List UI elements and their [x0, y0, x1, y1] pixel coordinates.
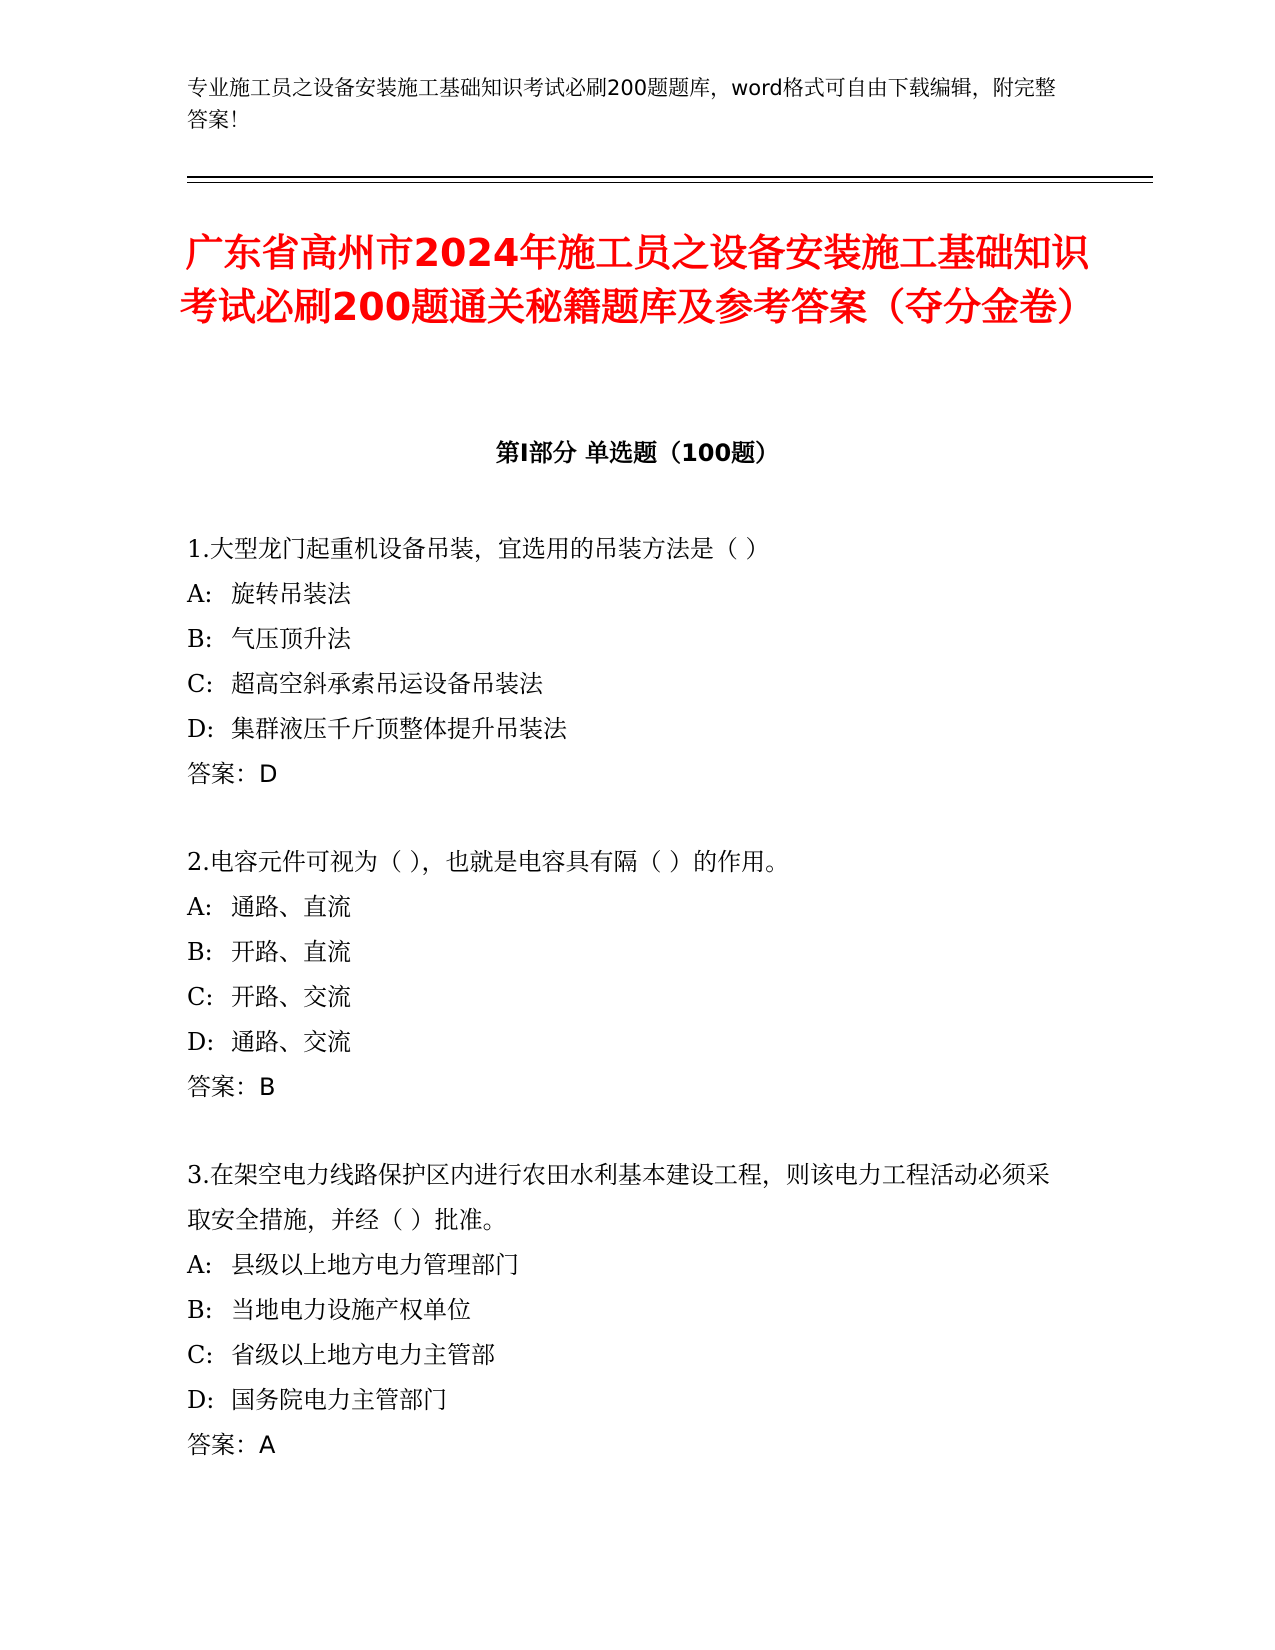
option-text: 气压顶升法 [231, 625, 351, 653]
option-key: C: [187, 983, 214, 1011]
answer: 答案：B [187, 1073, 276, 1101]
option-text: 开路、交流 [231, 983, 351, 1011]
option-d [187, 1378, 1067, 1423]
option-a [187, 885, 1067, 930]
option-key: A: [187, 1251, 213, 1279]
option-text: 县级以上地方电力管理部门 [231, 1251, 519, 1279]
option-text: 旋转吊装法 [231, 580, 351, 608]
header-divider-thick [187, 176, 1153, 178]
option-b [187, 617, 1067, 662]
answer: 答案：D [187, 760, 278, 788]
option-key: D: [187, 1386, 215, 1414]
option-d [187, 1020, 1067, 1065]
answer: 答案：A [187, 1431, 276, 1459]
option-text: 超高空斜承索吊运设备吊装法 [231, 670, 543, 698]
question-stem: 2.电容元件可视为（ ），也就是电容具有隔（ ）的作用。 [187, 848, 790, 876]
option-text: 国务院电力主管部门 [231, 1386, 447, 1414]
option-b [187, 930, 1067, 975]
option-text: 当地电力设施产权单位 [231, 1296, 471, 1324]
option-key: D: [187, 1028, 215, 1056]
question-1 [187, 527, 1067, 797]
question-spacer [187, 797, 1067, 840]
option-c [187, 662, 1067, 707]
option-d [187, 707, 1067, 752]
document-title: 广东省高州市2024年施工员之设备安装施工基础知识考试必刷200题通关秘籍题库及参考答案（夺分金卷） [179, 231, 1096, 329]
option-key: B: [187, 1296, 213, 1324]
option-key: C: [187, 670, 214, 698]
option-key: D: [187, 715, 215, 743]
option-text: 集群液压千斤顶整体提升吊装法 [231, 715, 567, 743]
option-key: A: [187, 893, 213, 921]
option-c [187, 1333, 1067, 1378]
option-b [187, 1288, 1067, 1333]
option-key: C: [187, 1341, 214, 1369]
question-stem: 1.大型龙门起重机设备吊装，宜选用的吊装方法是（ ） [187, 535, 770, 563]
question-stem: 3.在架空电力线路保护区内进行农田水利基本建设工程，则该电力工程活动必须采取安全措施，并经（ ）批准。 [187, 1161, 1050, 1234]
option-key: B: [187, 938, 213, 966]
option-text: 通路、直流 [231, 893, 351, 921]
option-a [187, 1243, 1067, 1288]
option-key: A: [187, 580, 213, 608]
option-a [187, 572, 1067, 617]
question-3 [187, 1153, 1067, 1468]
option-text: 开路、直流 [231, 938, 351, 966]
option-c [187, 975, 1067, 1020]
option-key: B: [187, 625, 213, 653]
question-2 [187, 840, 1067, 1110]
header-divider-thin [187, 182, 1153, 183]
option-text: 省级以上地方电力主管部 [231, 1341, 495, 1369]
question-list [187, 527, 1067, 1468]
header-note: 专业施工员之设备安装施工基础知识考试必刷200题题库，word格式可自由下载编辑，附完整答案！ [187, 76, 1056, 132]
question-spacer [187, 1110, 1067, 1153]
option-text: 通路、交流 [231, 1028, 351, 1056]
section-heading: 第Ⅰ部分 单选题（100题） [495, 439, 780, 467]
